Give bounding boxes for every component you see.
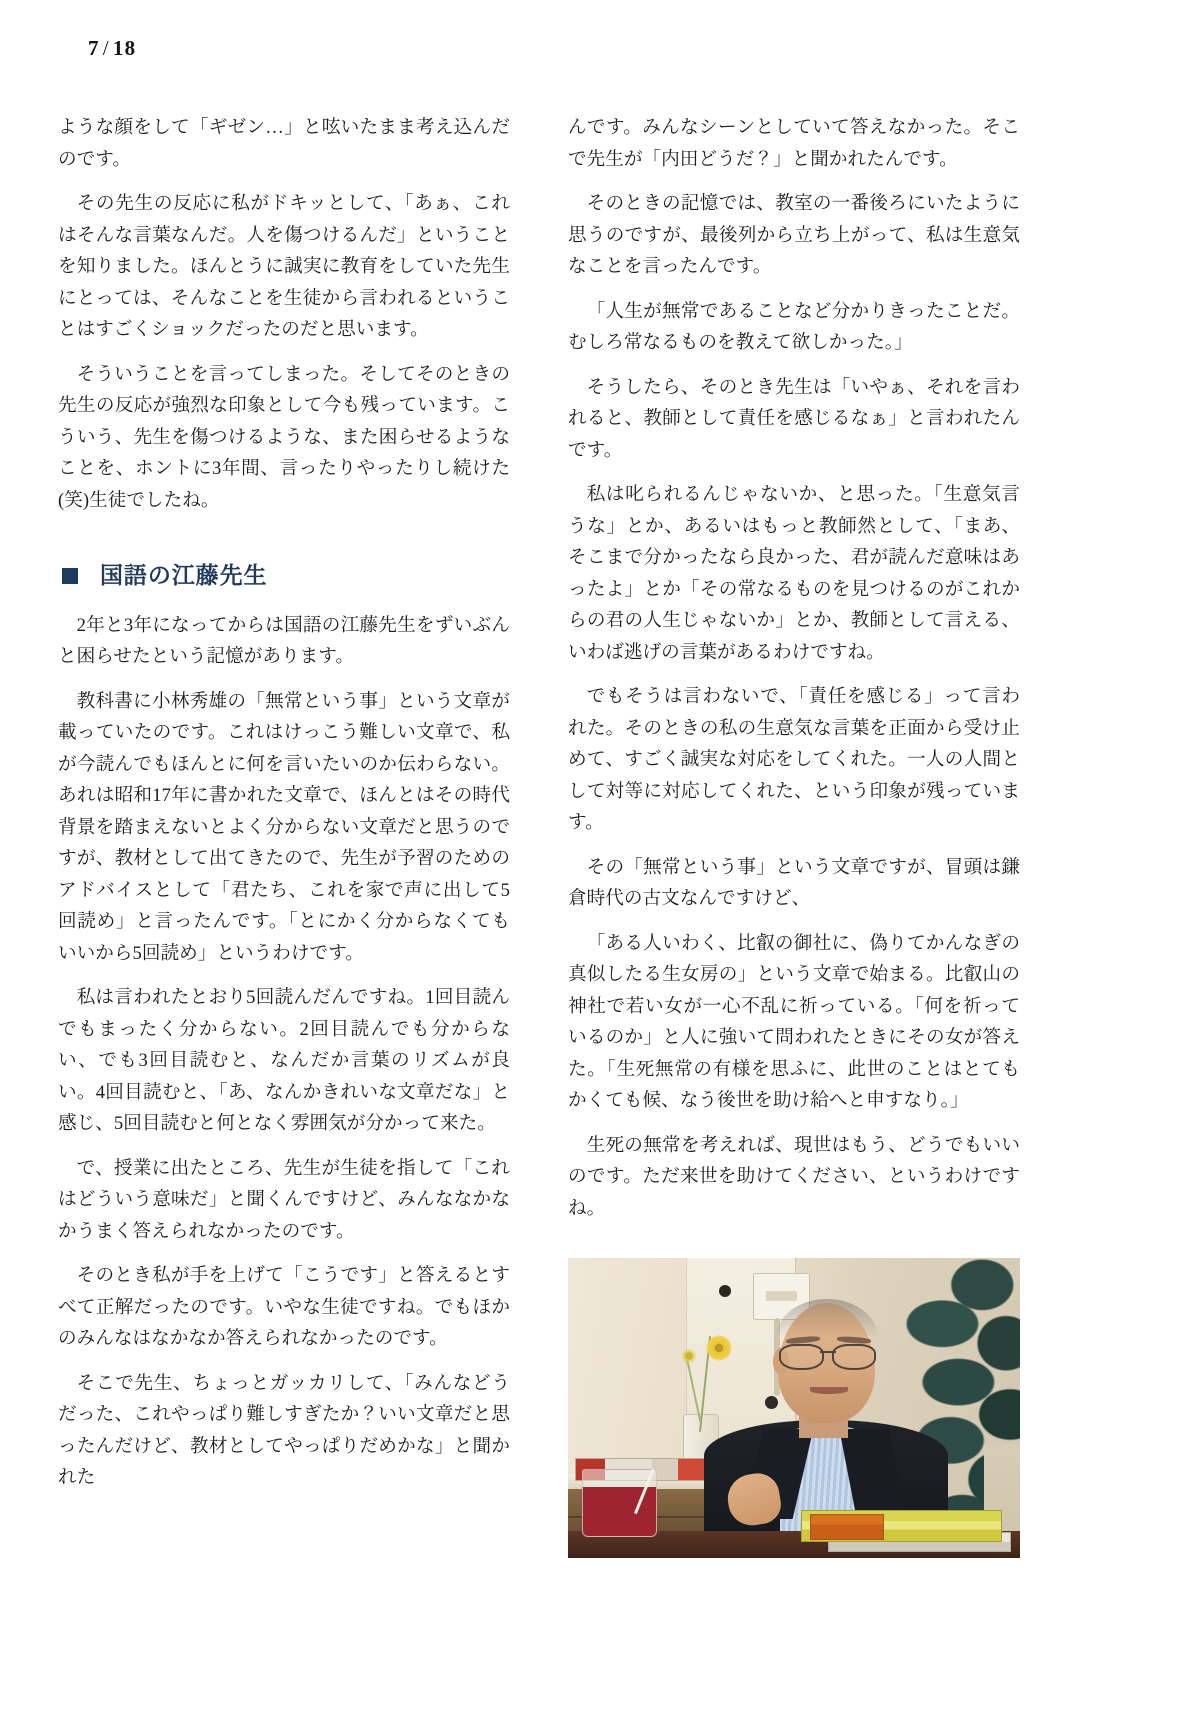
section-heading bbox=[58, 562, 510, 590]
page-number-current: 7 bbox=[88, 36, 100, 60]
page-number-folio bbox=[88, 36, 136, 61]
paragraph: 私は叱られるんじゃないか、と思った。「生意気言うな」とか、あるいはもっと教師然として、「まあ、そこまで分かったなら良かった、君が読んだ意味はあったよ」とか「その常なるものを見つけるのがこれからの君の人生じゃないか」とか、教師として言える、いわば逃げの言葉があるわけですね。 bbox=[568, 484, 1020, 663]
photo-glasses-lens-left bbox=[779, 1344, 824, 1371]
paragraph: 「人生が無常であることなど分かりきったことだ。むしろ常なるものを教えて欲しかった。」 bbox=[568, 300, 1020, 353]
paragraph: そういうことを言ってしまった。そしてそのときの先生の反応が強烈な印象として今も残っています。こういう、先生を傷つけるような、また困らせるようなことを、ホントに3年間、言ったりやったりし続けた(笑)生徒でしたね。 bbox=[58, 363, 510, 511]
photo-glasses-lens-right bbox=[832, 1344, 877, 1371]
paragraph: そこで先生、ちょっとガッカリして、「みんなどうだった、これやっぱり難しすぎたか？いい文章だと思ったんだけど、教材としてやっぱりだめかな」と聞かれた bbox=[58, 1372, 510, 1489]
photo-table-book-orange bbox=[810, 1514, 884, 1540]
paragraph: で、授業に出たところ、先生が生徒を指して「これはどういう意味だ」と聞くんですけど、みんななかなかうまく答えられなかったのです。 bbox=[58, 1157, 510, 1242]
photo-glasses-bridge bbox=[820, 1351, 836, 1353]
paragraph: 2年と3年になってからは国語の江藤先生をずいぶんと困らせたという記憶があります。 bbox=[58, 614, 510, 668]
paragraph: 私は言われたとおり5回読んだんですね。1回目読んでもまったく分からない。2回目読んでも分からない、でも3回目読むと、なんだか言葉のリズムが良い。4回目読むと、「あ、なんかきれいな文章だな」と感じ、5回目読むと何となく雰囲気が分かって来た。 bbox=[58, 987, 510, 1135]
paragraph: そのときの記憶では、教室の一番後ろにいたように思うのですが、最後列から立ち上がって、私は生意気なことを言ったんです。 bbox=[568, 193, 1020, 277]
paragraph: そのとき私が手を上げて「こうです」と答えるとすべて正解だったのです。いやな生徒ですね。でもほかのみんなはなかなか答えられなかったのです。 bbox=[58, 1265, 510, 1350]
paragraph: 教科書に小林秀雄の「無常という事」という文章が載っていたのです。これはけっこう難しい文章で、私が今読んでもほんとに何を言いたいのか伝わらない。あれは昭和17年に書かれた文章で、ほんとはその時代背景を踏まえないとよく分からない文章だと思うのですが、教材として出てきたので、先生が予習のためのアドバイスとして「君たち、これを家で声に出して5回読め」と言ったんです。「とにかく分からなくてもいいから5回読め」というわけです。 bbox=[58, 690, 510, 964]
square-bullet-icon bbox=[62, 568, 78, 584]
paragraph: んです。みんなシーンとしていて答えなかった。そこで先生が「内田どうだ？」と聞かれたんです。 bbox=[568, 117, 1020, 170]
paragraph: 生死の無常を考えれば、現世はもう、どうでもいいのです。ただ来世を助けてください、というわけですね。 bbox=[568, 1134, 1020, 1219]
paragraph: その先生の反応に私がドキッとして、「あぁ、これはそんな言葉なんだ。人を傷つけるんだ」ということを知りました。ほんとうに誠実に教育をしていた先生にとっては、そんなことを生徒から言われるということはすごくショックだったのだと思います。 bbox=[58, 193, 510, 340]
section-heading-label: 国語の江藤先生 bbox=[100, 562, 268, 588]
page-number-separator: / bbox=[102, 36, 110, 60]
paragraph: そうしたら、そのとき先生は「いやぁ、それを言われると、教師として責任を感じるなぁ」と言われたんです。 bbox=[568, 376, 1020, 461]
left-column bbox=[58, 112, 510, 1494]
photo-drink-glass bbox=[582, 1469, 656, 1537]
photo-figure bbox=[568, 1258, 1020, 1558]
page-number-total: 18 bbox=[112, 36, 137, 60]
glasses-icon bbox=[777, 1344, 879, 1367]
paragraph: 「ある人いわく、比叡の御社に、偽りてかんなぎの真似したる生女房の」という文章で始まる。比叡山の神社で若い女が一心不乱に祈っている。「何を祈っているのか」と人に強いて問われたときにその女が答えた。「生死無常の有様を思ふに、此世のことはとてもかくても候、なう後世を助け給へと申すなり。」 bbox=[568, 932, 1020, 1111]
right-column bbox=[568, 112, 1020, 1558]
interview-portrait-photo bbox=[568, 1258, 1020, 1558]
photo-person-hair bbox=[776, 1299, 878, 1338]
paragraph: ような顔をして「ギゼン…」と呟いたまま考え込んだのです。 bbox=[58, 117, 510, 170]
paragraph: でもそうは言わないで、「責任を感じる」って言われた。そのときの私の生意気な言葉を正面から受け止めて、すごく誠実な対応をしてくれた。一人の人間として対等に対応してくれた、という印象が残っています。 bbox=[568, 686, 1020, 833]
two-column-body bbox=[0, 112, 1190, 1672]
paragraph: その「無常という事」という文章ですが、冒頭は鎌倉時代の古文なんですけど、 bbox=[568, 856, 1020, 909]
